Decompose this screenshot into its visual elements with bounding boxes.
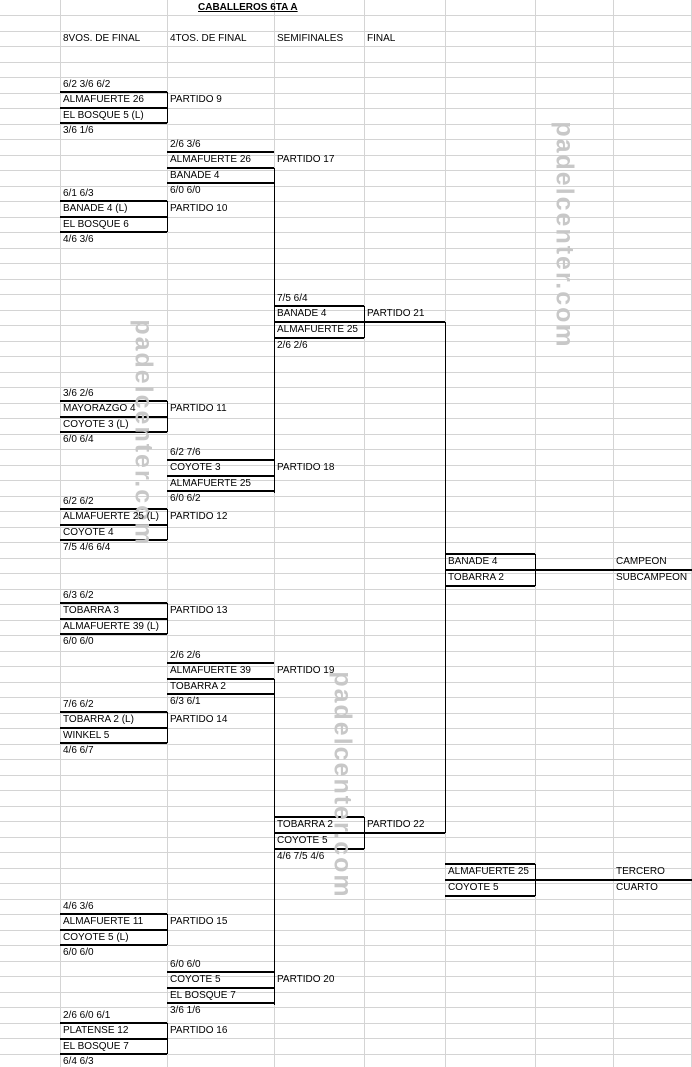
team-name: PLATENSE 12 [63, 1025, 129, 1036]
bracket-line [535, 879, 692, 881]
team-name: ALMAFUERTE 25 [277, 324, 358, 335]
score-text: 4/6 6/7 [63, 745, 94, 756]
score-text: 6/0 6/0 [63, 636, 94, 647]
grid-row-line [0, 558, 692, 559]
placement-label: CUARTO [616, 882, 658, 893]
score-text: 6/3 6/2 [63, 590, 94, 601]
grid-row-line [0, 480, 692, 481]
team-name: MAYORAZGO 4 [63, 403, 136, 414]
grid-row-line [0, 294, 692, 295]
team-name: BANADE 4 (L) [63, 203, 128, 214]
grid-row-line [0, 310, 692, 311]
bracket-line [274, 168, 275, 493]
team-name: COYOTE 5 [277, 835, 328, 846]
grid-column-line [535, 0, 536, 1067]
team-name: EL BOSQUE 5 (L) [63, 110, 144, 121]
match-label: PARTIDO 18 [277, 462, 335, 473]
team-name: COYOTE 3 [170, 462, 221, 473]
score-text: 6/2 7/6 [170, 447, 201, 458]
team-name: WINKEL 5 [63, 730, 110, 741]
score-text: 2/6 2/6 [277, 340, 308, 351]
match-label: PARTIDO 12 [170, 511, 228, 522]
bracket-line [167, 92, 168, 123]
team-name: BANADE 4 [448, 556, 498, 567]
match-label: PARTIDO 21 [367, 308, 425, 319]
header-round16: 8VOS. DE FINAL [63, 33, 141, 44]
team-name: COYOTE 5 (L) [63, 932, 129, 943]
grid-row-line [0, 186, 692, 187]
grid-row-line [0, 341, 692, 342]
match-label: PARTIDO 13 [170, 605, 228, 616]
score-text: 4/6 3/6 [63, 234, 94, 245]
match-label: PARTIDO 22 [367, 819, 425, 830]
bracket-line [445, 322, 446, 833]
bracket-line [364, 832, 445, 834]
grid-row-line [0, 573, 692, 574]
team-name: ALMAFUERTE 39 (L) [63, 621, 159, 632]
score-text: 2/6 2/6 [170, 650, 201, 661]
team-name: ALMAFUERTE 26 [63, 94, 144, 105]
grid-column-line [60, 0, 61, 1067]
grid-row-line [0, 666, 692, 667]
team-name: BANADE 4 [277, 308, 327, 319]
score-text: 7/6 6/2 [63, 699, 94, 710]
score-text: 2/6 3/6 [170, 139, 201, 150]
placement-label: TERCERO [616, 866, 665, 877]
watermark: padelcenter.com [328, 671, 357, 899]
watermark: padelcenter.com [550, 121, 579, 349]
score-text: 6/0 6/2 [170, 493, 201, 504]
team-name: ALMAFUERTE 25 [448, 866, 529, 877]
team-name: TOBARRA 2 [277, 819, 333, 830]
score-text: 3/6 2/6 [63, 388, 94, 399]
grid-row-line [0, 62, 692, 63]
score-text: 3/6 1/6 [63, 125, 94, 136]
grid-row-line [0, 449, 692, 450]
bracket-line [167, 712, 168, 743]
team-name: ALMAFUERTE 25 [170, 478, 251, 489]
score-text: 4/6 7/5 4/6 [277, 851, 325, 862]
score-text: 6/4 6/3 [63, 1056, 94, 1067]
team-name: ALMAFUERTE 11 [63, 916, 144, 927]
team-name: COYOTE 5 [448, 882, 499, 893]
placement-label: CAMPEON [616, 556, 667, 567]
score-text: 2/6 6/0 6/1 [63, 1010, 111, 1021]
grid-row-line [0, 589, 692, 590]
match-label: PARTIDO 14 [170, 714, 228, 725]
team-name: COYOTE 5 [170, 974, 221, 985]
score-text: 6/0 6/0 [170, 185, 201, 196]
score-text: 6/1 6/3 [63, 188, 94, 199]
grid-row-line [0, 356, 692, 357]
score-text: 3/6 1/6 [170, 1005, 201, 1016]
score-text: 6/0 6/4 [63, 434, 94, 445]
grid-row-line [0, 496, 692, 497]
grid-row-line [0, 279, 692, 280]
team-name: COYOTE 3 (L) [63, 419, 129, 430]
grid-row-line [0, 46, 692, 47]
score-text: 6/0 6/0 [170, 959, 201, 970]
team-name: ALMAFUERTE 26 [170, 154, 251, 165]
grid-row-line [0, 635, 692, 636]
match-label: PARTIDO 17 [277, 154, 335, 165]
grid-row-line [0, 651, 692, 652]
header-quarters: 4TOS. DE FINAL [170, 33, 247, 44]
match-label: PARTIDO 20 [277, 974, 335, 985]
placement-label: SUBCAMPEON [616, 572, 688, 583]
team-name: TOBARRA 3 [63, 605, 119, 616]
score-text: 6/3 6/1 [170, 696, 201, 707]
watermark: padelcenter.com [129, 319, 158, 547]
bracket-line [167, 201, 168, 232]
bracket-line [167, 603, 168, 634]
match-label: PARTIDO 19 [277, 665, 335, 676]
team-name: TOBARRA 2 (L) [63, 714, 134, 725]
grid-row-line [0, 434, 692, 435]
grid-column-line [364, 0, 365, 1067]
match-label: PARTIDO 15 [170, 916, 228, 927]
team-name: TOBARRA 2 [448, 572, 504, 583]
grid-row-line [0, 899, 692, 900]
bracket-line [167, 1023, 168, 1054]
header-final: FINAL [367, 33, 396, 44]
grid-row-line [0, 263, 692, 264]
grid-row-line [0, 992, 692, 993]
score-text: 4/6 3/6 [63, 901, 94, 912]
team-name: COYOTE 4 [63, 527, 114, 538]
grid-row-line [0, 976, 692, 977]
grid-row-line [0, 139, 692, 140]
grid-row-line [0, 170, 692, 171]
grid-column-line [613, 0, 614, 1067]
team-name: ALMAFUERTE 39 [170, 665, 251, 676]
header-semis: SEMIFINALES [277, 33, 344, 44]
bracket-line [167, 401, 168, 432]
score-text: 7/5 6/4 [277, 293, 308, 304]
grid-row-line [0, 124, 692, 125]
bracket-line [167, 509, 168, 540]
grid-row-line [0, 961, 692, 962]
team-name: ALMAFUERTE 25 (L) [63, 511, 159, 522]
bracket-line [445, 895, 535, 897]
grid-row-line [0, 155, 692, 156]
score-text: 6/0 6/0 [63, 947, 94, 958]
team-name: EL BOSQUE 7 [63, 1041, 129, 1052]
match-label: PARTIDO 16 [170, 1025, 228, 1036]
team-name: EL BOSQUE 7 [170, 990, 236, 1001]
team-name: EL BOSQUE 6 [63, 219, 129, 230]
match-label: PARTIDO 10 [170, 203, 228, 214]
bracket-line [364, 321, 445, 323]
team-name: TOBARRA 2 [170, 681, 226, 692]
team-name: BANADE 4 [170, 170, 220, 181]
page-title: CABALLEROS 6TA A [198, 2, 298, 13]
grid-row-line [0, 387, 692, 388]
bracket-line [445, 585, 535, 587]
score-text: 6/2 3/6 6/2 [63, 79, 111, 90]
match-label: PARTIDO 9 [170, 94, 222, 105]
bracket-line [274, 679, 275, 1005]
match-label: PARTIDO 11 [170, 403, 227, 414]
grid-row-line [0, 248, 692, 249]
grid-row-line [0, 372, 692, 373]
bracket-line [167, 914, 168, 945]
score-text: 7/5 4/6 6/4 [63, 542, 111, 553]
grid-row-line [0, 465, 692, 466]
score-text: 6/2 6/2 [63, 496, 94, 507]
grid-row-line [0, 15, 692, 16]
